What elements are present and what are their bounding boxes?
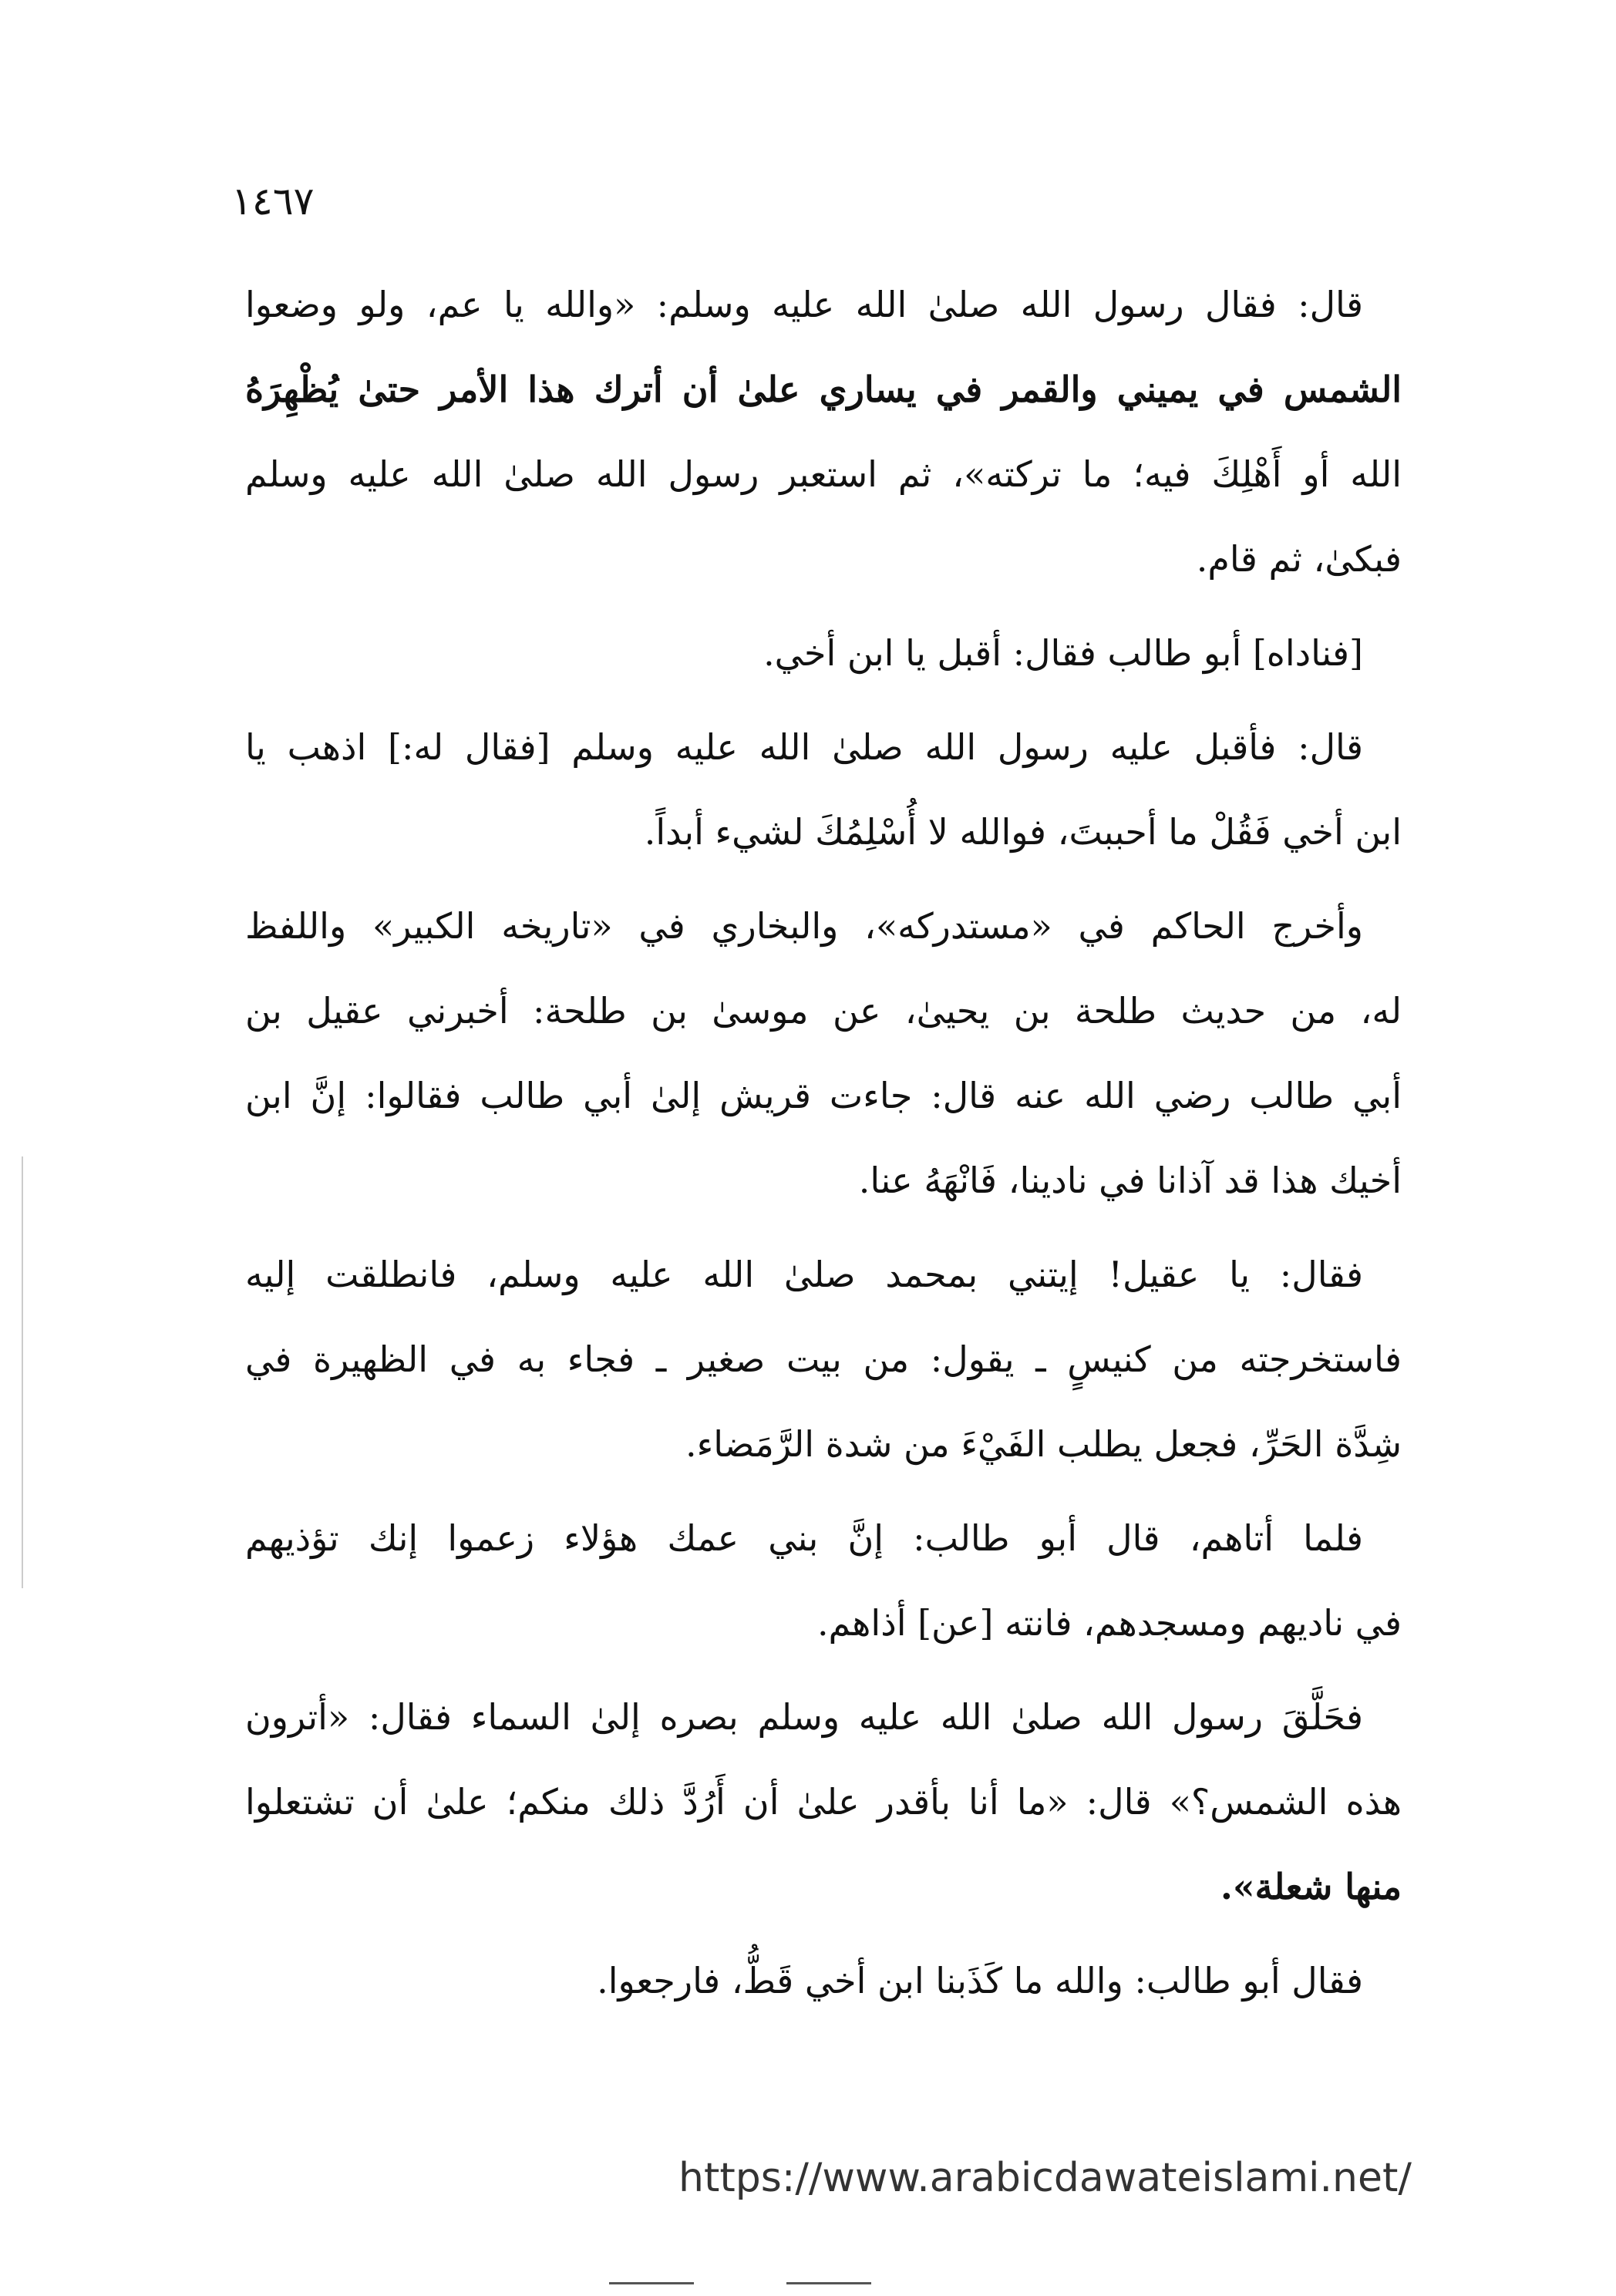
watermark-url: https://www.arabicdawateislami.net/ bbox=[678, 2155, 1412, 2201]
text-line: الشمس في يميني والقمر في يساري علىٰ أن أترك هذا الأمر حتىٰ يُظْهِرَهُ bbox=[245, 369, 1402, 410]
text-line: قال: فقال رسول الله صلىٰ الله عليه وسلم: «والله يا عم، ولو وضعوا bbox=[245, 284, 1363, 325]
bottom-rule bbox=[609, 2282, 694, 2284]
text-line: فحَلَّقَ رسول الله صلىٰ الله عليه وسلم بصره إلىٰ السماء فقال: «أترون bbox=[245, 1696, 1363, 1738]
text-line: منها شعلة». bbox=[1220, 1866, 1402, 1907]
text-line: شِدَّة الحَرِّ، فجعل يطلب الفَيْءَ من شدة الرَّمَضاء. bbox=[685, 1423, 1402, 1465]
text-line: فلما أتاهم، قال أبو طالب: إنَّ بني عمك هؤلاء زعموا إنك تؤذيهم bbox=[245, 1517, 1363, 1559]
paragraph bbox=[245, 1938, 1402, 2023]
text-line: ابن أخي فَقُلْ ما أحببتَ، فوالله لا أُسْلِمُكَ لشيء أبداً. bbox=[644, 811, 1402, 853]
page-number: ١٤٦٧ bbox=[231, 179, 315, 224]
paragraph bbox=[245, 262, 1402, 601]
text-line: أخيك هذا قد آذانا في نادينا، فَانْهَهُ عنا. bbox=[858, 1160, 1402, 1201]
paragraph bbox=[245, 1675, 1402, 1929]
scan-edge-line bbox=[22, 1156, 23, 1588]
paragraph bbox=[245, 884, 1402, 1223]
text-line: هذه الشمس؟» قال: «ما أنا بأقدر علىٰ أن أَرُدَّ ذلك منكم؛ علىٰ أن تشتعلوا bbox=[245, 1781, 1402, 1823]
paragraph bbox=[245, 1232, 1402, 1486]
text-line: فاستخرجته من كنيسٍ ـ يقول: من بيت صغير ـ فجاء به في الظهيرة في bbox=[245, 1338, 1402, 1380]
text-line: فبكىٰ، ثم قام. bbox=[1196, 538, 1402, 580]
text-line: وأخرج الحاكم في «مستدركه»، والبخاري في «تاريخه الكبير» واللفظ bbox=[245, 905, 1363, 947]
text-line: أبي طالب رضي الله عنه قال: جاءت قريش إلىٰ أبي طالب فقالوا: إنَّ ابن bbox=[245, 1075, 1402, 1116]
body-text bbox=[245, 262, 1402, 2032]
paragraph bbox=[245, 611, 1402, 695]
paragraph bbox=[245, 1496, 1402, 1665]
paragraph bbox=[245, 705, 1402, 874]
text-line: فقال: يا عقيل! إيتني بمحمد صلىٰ الله عليه وسلم، فانطلقت إليه bbox=[245, 1254, 1363, 1295]
text-line: في ناديهم ومسجدهم، فانته [عن] أذاهم. bbox=[816, 1602, 1402, 1644]
text-line: قال: فأقبل عليه رسول الله صلىٰ الله عليه وسلم [فقال له:] اذهب يا bbox=[245, 726, 1363, 768]
text-line: فقال أبو طالب: والله ما كَذَبنا ابن أخي قَطُّ، فارجعوا. bbox=[597, 1960, 1363, 2001]
bottom-rule bbox=[786, 2282, 871, 2284]
text-line: له، من حديث طلحة بن يحيىٰ، عن موسىٰ بن طلحة: أخبرني عقيل بن bbox=[245, 990, 1402, 1032]
text-line: الله أو أَهْلِكَ فيه؛ ما تركته»، ثم استعبر رسول الله صلىٰ الله عليه وسلم bbox=[245, 453, 1402, 495]
text-line: [فناداه] أبو طالب فقال: أقبل يا ابن أخي. bbox=[763, 632, 1363, 674]
